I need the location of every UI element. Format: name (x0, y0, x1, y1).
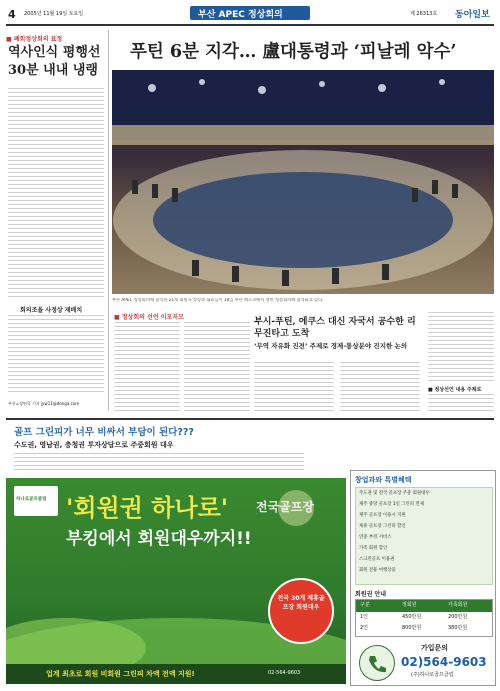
golf-slogan-1: '회원권 하나로' (66, 494, 229, 522)
benefit-item: 제휴 골프장 그린피 할인 (359, 524, 406, 529)
photo-illustration (112, 70, 494, 294)
feature-col-1 (114, 322, 180, 412)
photo-caption: 부산 APEC 정상회의에 참석한 21개 회원국 정상과 대표들이 18일 부산 벡스코에서 열린 정상회의에 참석하고 있다. (112, 298, 324, 302)
left-kicker: ■ 폐회정상회의 표정 (6, 36, 63, 43)
column-divider (108, 30, 109, 410)
table-cell: 1인 (360, 614, 369, 620)
right-ad (350, 470, 496, 686)
golf-ad-banner (6, 478, 346, 684)
membership-table (355, 599, 493, 637)
ad-divider (6, 418, 494, 420)
golf-logo-text: 하나로골프클럽 (16, 497, 47, 502)
page-number: 4 (8, 8, 16, 21)
feature-rightsub: ■ 정상선언 내용 주제로 (428, 387, 482, 393)
golf-badge (268, 578, 334, 644)
issue-number: 제 26313호 (410, 11, 438, 17)
golf-slogan-3: 부킹에서 회원대우까지!! (66, 529, 252, 549)
feature-col-6 (428, 394, 494, 412)
left-byline: 부산=정연욱 기자 jyw11@donga.com (8, 401, 80, 406)
table-cell: 2인 (360, 625, 369, 631)
table-header-row (356, 600, 492, 612)
golf-footer-phone: 02-564-9603 (268, 670, 301, 676)
right-ad-list (355, 487, 493, 585)
feature-col-5 (428, 312, 494, 382)
newspaper-logo: 동아일보 (455, 10, 490, 20)
feature-col-4 (340, 362, 420, 412)
benefit-item: 주도권 및 전국 골프장 주중 회원대우 (359, 491, 430, 496)
table-cell: 200만원 (448, 614, 468, 620)
golf-footer-strip (6, 664, 346, 684)
issue-date: 2005년 11월 19일 토요일 (24, 11, 84, 17)
table-header: 가족회원 (448, 602, 468, 608)
table-cell: 450만원 (402, 614, 422, 620)
feature-kicker: ■ 정상회의 선언 이모저모 (114, 314, 184, 321)
table-cell: 800만원 (402, 625, 422, 631)
company-name: (주)하나로골프클럽 (411, 672, 454, 678)
benefit-item: 가족 회원 할인 (359, 546, 388, 551)
phone-icon-svg (360, 646, 394, 680)
contact-phone: 02)564-9603 (401, 655, 487, 669)
apec-banner (190, 6, 310, 20)
summit-photo (112, 70, 494, 294)
left-column (6, 30, 106, 410)
benefit-item: 제주 중앙 골프장 1일 그린피 면제 (359, 502, 424, 507)
left-headline: 역사인식 평행선 30분 내내 냉랭 (8, 45, 101, 78)
golf-ad-subline: 수도권, 영남권, 충청권 투자상담으로 주중회원 대우 (14, 441, 174, 449)
benefit-item: 제주 골프장 이용시 지원 (359, 513, 406, 518)
phone-icon (359, 645, 395, 681)
table-cell: 380만원 (448, 625, 468, 631)
golf-slogan-2: 전국골프장 (256, 500, 314, 514)
feature-col-2 (184, 322, 250, 412)
table-header: 구분 (360, 602, 370, 608)
feature-col-3 (254, 362, 334, 412)
golf-footer-text: 업계 최초로 회원 비회원 그린피 차액 전액 지원! (46, 670, 195, 678)
header-rule (6, 24, 494, 26)
left-subhead: 회의조율 사정상 재배치 (20, 307, 83, 314)
golf-logo-box (14, 486, 58, 516)
contact-label: 가입문의 (421, 644, 449, 652)
banner-title: 부산 APEC 정상회의 (198, 10, 283, 20)
benefit-item: 스크린골프 이용권 (359, 557, 395, 562)
table-header: 정회원 (402, 602, 417, 608)
benefit-item: 연중 부킹 서비스 (359, 535, 392, 540)
right-ad-title: 창업과와 특별혜택 (355, 476, 412, 484)
left-body-2 (8, 315, 104, 395)
left-body-1 (8, 88, 104, 298)
golf-ad-header: 골프 그린피가 너무 비싸서 부담이 된다??? (14, 427, 194, 438)
masthead (0, 0, 500, 26)
feature-subhead: ‘무역 자유화 진전’ 주제로 경제-통상분야 진지한 논의 (254, 342, 408, 350)
feature-headline: 부시-푸틴, 에쿠스 대신 자국서 공수한 리무진타고 도착 (254, 317, 416, 339)
golf-ad-copy (14, 453, 304, 473)
benefit-item: 회원 전용 여행상품 (359, 568, 396, 573)
golf-badge-text: 전국 30개 제휴골프장 회원대우 (277, 595, 325, 611)
main-headline: 푸틴 6분 지각… 盧대통령과 ‘피날레 악수’ (130, 42, 457, 62)
membership-table-title: 회원권 안내 (355, 591, 387, 598)
